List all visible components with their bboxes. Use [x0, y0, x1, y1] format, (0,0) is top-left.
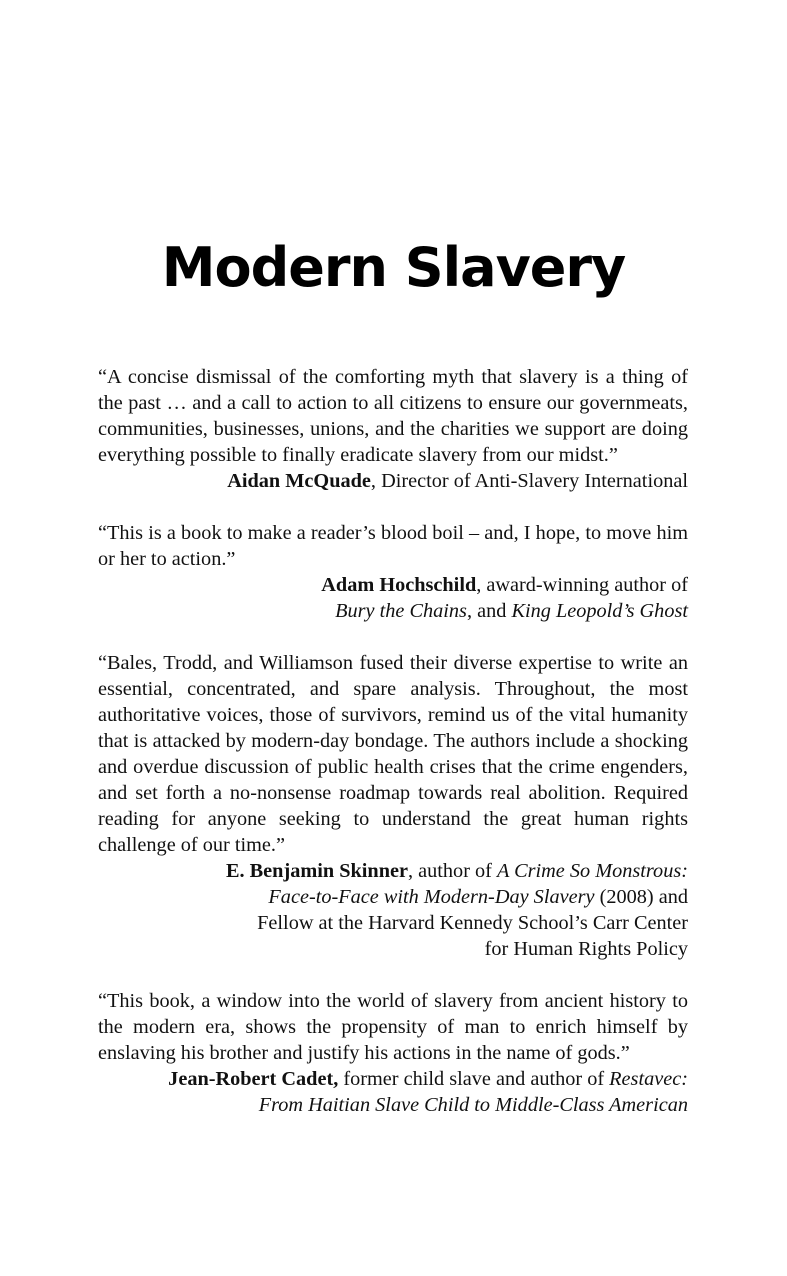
blurb-attribution [98, 858, 688, 962]
blurb-mcquade [98, 364, 688, 494]
book-title: From Haitian Slave Child to Middle-Class American [258, 1094, 688, 1116]
reviewer-name: Aidan McQuade [227, 470, 371, 492]
attribution-line [98, 1092, 688, 1118]
attribution-line: Fellow at the Harvard Kennedy School’s Carr Center [257, 912, 688, 934]
reviewer-name: Adam Hochschild [321, 574, 477, 596]
blurb-quote: “This is a book to make a reader’s blood boil – and, I hope, to move him or her to action.” [98, 522, 688, 570]
blurb-quote: “This book, a window into the world of slavery from ancient history to the modern era, shows the propensity of man to enrich himself by enslaving his brother and justify his actions in the name of gods.” [98, 990, 688, 1064]
blurb-attribution [98, 468, 688, 494]
blurb-cadet [98, 988, 688, 1118]
reviewer-name: Jean-Robert Cadet, [168, 1068, 339, 1090]
book-title: Bury the Chains [335, 600, 467, 622]
attribution-line: for Human Rights Policy [484, 938, 688, 960]
blurb-quote: “Bales, Trodd, and Williamson fused their diverse expertise to write an essential, concentrated, and spare analysis. Throughout, the most authoritative voices, those of survivors, remind us of the vital humanity that is attacked by modern-day bondage. The authors include a shocking and overdue discussion of public health crises that the crime engenders, and set forth a no-nonsense roadmap towards real abolition. Required reading for anyone seeking to understand the great human rights challenge of our time.” [98, 652, 688, 856]
blurb-skinner [98, 650, 688, 962]
page-title: Modern Slavery [161, 236, 626, 299]
connector-text: , and [466, 600, 512, 622]
book-title: Restavec: [609, 1068, 688, 1090]
book-year: (2008) and [594, 886, 688, 908]
reviewer-name: E. Benjamin Skinner [225, 860, 408, 882]
reviewer-role: , author of [408, 860, 497, 882]
attribution-line [98, 598, 688, 624]
attribution-line [98, 468, 688, 494]
attribution-line [98, 884, 688, 910]
reviewer-role: former child slave and author of [338, 1068, 610, 1090]
book-title: Face-to-Face with Modern-Day Slavery [268, 886, 595, 908]
blurb-attribution [98, 572, 688, 624]
attribution-line [98, 572, 688, 598]
blurb-hochschild [98, 520, 688, 624]
book-title: King Leopold’s Ghost [511, 600, 688, 622]
attribution-line [98, 1066, 688, 1092]
reviewer-role: , award-winning author of [476, 574, 688, 596]
blurb-attribution [98, 1066, 688, 1118]
attribution-line [98, 858, 688, 884]
blurb-quote: “A concise dismissal of the comforting myth that slavery is a thing of the past … and a call to action to all citizens to ensure our governmeats, communities, businesses, unions, and the charities we support are doing everything possible to finally eradicate slavery from our midst.” [98, 366, 688, 466]
reviewer-role: , Director of Anti-Slavery International [370, 470, 688, 492]
praise-blurbs [98, 364, 688, 1144]
book-title: A Crime So Monstrous: [497, 860, 688, 882]
